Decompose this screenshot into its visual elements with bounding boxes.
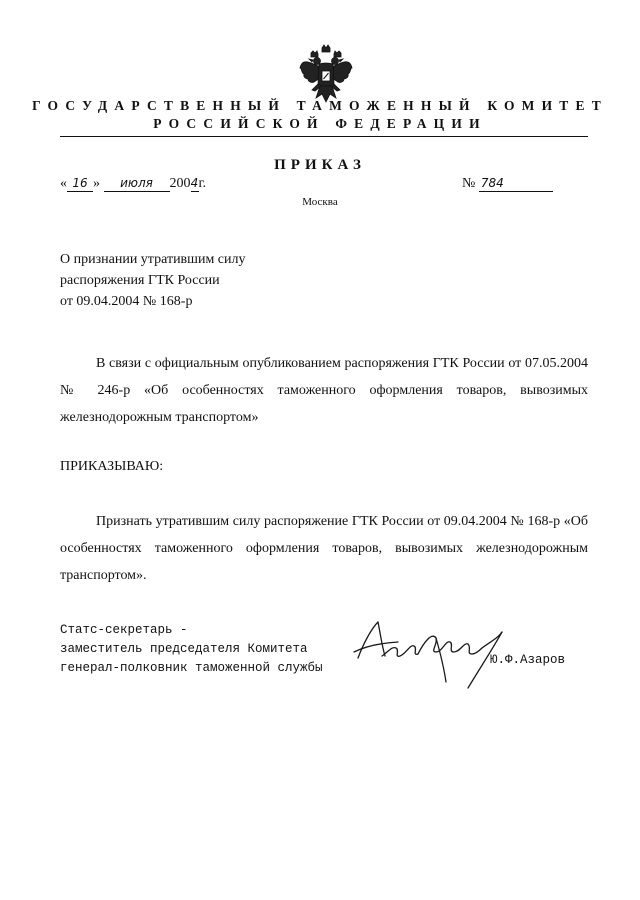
order-number-value: 784 xyxy=(479,176,553,192)
signatory-title xyxy=(60,621,323,678)
date-open-quote: « xyxy=(60,176,67,191)
date-year-digit: 4 xyxy=(190,176,199,190)
order-number-label: № xyxy=(462,176,476,191)
order-subject xyxy=(60,249,320,312)
date-month: июля xyxy=(104,176,170,192)
signatory-title-line: генерал-полковник таможенной службы xyxy=(60,661,323,675)
city: Москва xyxy=(302,196,338,208)
signer-name: Ю.Ф.Азаров xyxy=(490,653,566,667)
directive-paragraph: Признать утратившим силу распоряжение ГТК России от 09.04.2004 № 168-р «Об особенностях таможенного оформления товаров, вывозимых железнодорожным транспортом». xyxy=(60,514,588,583)
date-day: 16 xyxy=(67,176,93,192)
preamble-paragraph: В связи с официальным опубликованием распоряжения ГТК России от 07.05.2004 № 246-р «Об особенностях таможенного оформления товаров, вывозимых железнодорожным транспортом» xyxy=(60,356,588,425)
signatory-title-line: Статс-секретарь - xyxy=(60,623,188,637)
order-number xyxy=(462,176,553,192)
document-title: ПРИКАЗ xyxy=(274,157,366,173)
signatory-title-line: заместитель председателя Комитета xyxy=(60,642,308,656)
subject-line: О признании утратившим силу xyxy=(60,252,246,267)
organization-name-line2: РОССИЙСКОЙ ФЕДЕРАЦИИ xyxy=(153,116,487,131)
order-date xyxy=(60,176,206,192)
date-year-suffix: г. xyxy=(198,176,207,191)
order-directive-word: ПРИКАЗЫВАЮ: xyxy=(60,459,164,474)
subject-line: от 09.04.2004 № 168-р xyxy=(60,294,193,309)
date-year-prefix: 200 xyxy=(169,176,191,191)
date-close-quote: » xyxy=(93,176,100,191)
handwritten-signature xyxy=(352,612,512,690)
organization-name-line1: ГОСУДАРСТВЕННЫЙ ТАМОЖЕННЫЙ КОМИТЕТ xyxy=(32,98,608,113)
coat-of-arms-icon xyxy=(298,44,354,106)
subject-line: распоряжения ГТК России xyxy=(60,273,220,288)
header-divider xyxy=(60,136,588,137)
